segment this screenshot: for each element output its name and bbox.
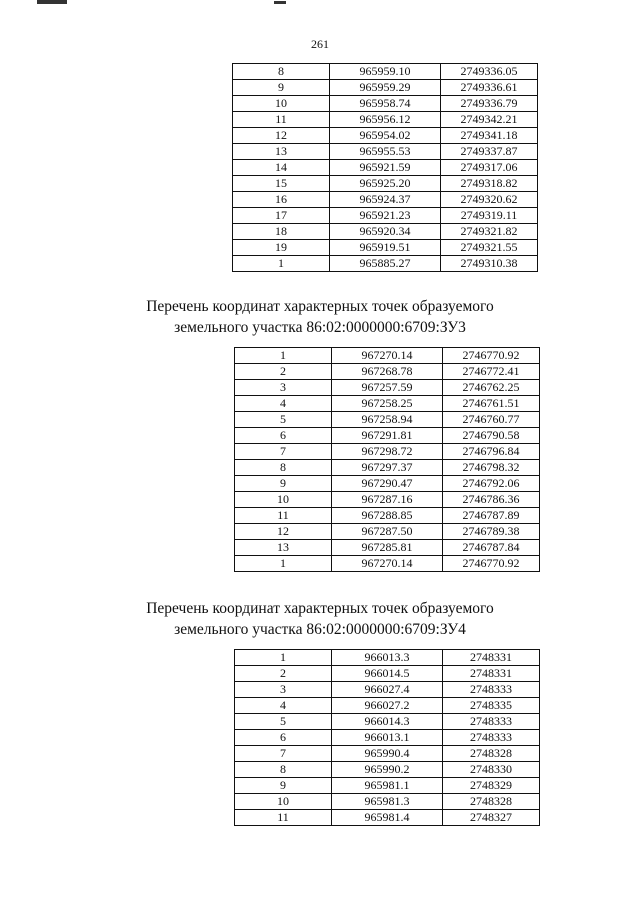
table-row [235,460,540,476]
scan-mark-left [37,0,67,4]
table-row [235,476,540,492]
point-number-cell: 2 [235,666,332,682]
coordinate-x-cell: 967270.14 [332,348,443,364]
table-row [235,682,540,698]
point-number-cell: 10 [235,492,332,508]
coordinate-y-cell: 2748333 [443,682,540,698]
coordinate-x-cell: 967298.72 [332,444,443,460]
coordinate-y-cell: 2749336.79 [441,96,538,112]
table-row [235,396,540,412]
point-number-cell: 13 [233,144,330,160]
coordinates-table-zu3 [234,347,540,572]
point-number-cell: 8 [233,64,330,80]
table-row [235,428,540,444]
coordinate-x-cell: 965990.4 [332,746,443,762]
table-row [233,80,538,96]
coordinate-y-cell: 2748333 [443,714,540,730]
table-row [233,192,538,208]
table-row [235,364,540,380]
coordinate-y-cell: 2748328 [443,794,540,810]
coordinate-y-cell: 2749320.62 [441,192,538,208]
point-number-cell: 9 [235,476,332,492]
table-row [235,412,540,428]
coordinate-y-cell: 2746760.77 [443,412,540,428]
table-row [235,524,540,540]
table-row [235,380,540,396]
coordinate-y-cell: 2749321.82 [441,224,538,240]
coordinate-x-cell: 967270.14 [332,556,443,572]
coordinate-x-cell: 965920.34 [330,224,441,240]
coordinate-y-cell: 2749342.21 [441,112,538,128]
coordinate-y-cell: 2748329 [443,778,540,794]
table-row [233,112,538,128]
coordinate-y-cell: 2749336.05 [441,64,538,80]
table-row [233,144,538,160]
table-row [233,96,538,112]
coordinate-y-cell: 2748331 [443,666,540,682]
point-number-cell: 7 [235,746,332,762]
coordinate-x-cell: 965981.3 [332,794,443,810]
point-number-cell: 9 [235,778,332,794]
coordinate-x-cell: 965924.37 [330,192,441,208]
table-row [235,556,540,572]
table-row [235,794,540,810]
coordinate-x-cell: 967268.78 [332,364,443,380]
coordinate-x-cell: 966014.3 [332,714,443,730]
point-number-cell: 15 [233,176,330,192]
point-number-cell: 13 [235,540,332,556]
coordinate-y-cell: 2749341.18 [441,128,538,144]
coordinate-y-cell: 2748331 [443,650,540,666]
table-row [235,730,540,746]
coordinate-x-cell: 966027.4 [332,682,443,698]
point-number-cell: 12 [233,128,330,144]
table-row [233,160,538,176]
table-row [235,810,540,826]
coordinate-y-cell: 2746761.51 [443,396,540,412]
coordinate-x-cell: 965919.51 [330,240,441,256]
table-row [235,508,540,524]
point-number-cell: 5 [235,412,332,428]
point-number-cell: 2 [235,364,332,380]
point-number-cell: 9 [233,80,330,96]
coordinates-table-zu3-body [235,348,540,572]
point-number-cell: 4 [235,396,332,412]
coordinate-x-cell: 965981.1 [332,778,443,794]
table-row [235,650,540,666]
point-number-cell: 11 [233,112,330,128]
coordinate-x-cell: 965958.74 [330,96,441,112]
table-row [235,762,540,778]
point-number-cell: 10 [233,96,330,112]
coordinate-x-cell: 966014.5 [332,666,443,682]
coordinate-y-cell: 2748327 [443,810,540,826]
coordinates-table-1-body [233,64,538,272]
coordinate-y-cell: 2746772.41 [443,364,540,380]
coordinate-x-cell: 967291.81 [332,428,443,444]
coordinate-y-cell: 2749318.82 [441,176,538,192]
point-number-cell: 1 [235,650,332,666]
table-row [233,224,538,240]
point-number-cell: 18 [233,224,330,240]
coordinate-x-cell: 967288.85 [332,508,443,524]
scan-mark-right [274,1,286,4]
point-number-cell: 8 [235,762,332,778]
coordinate-x-cell: 965954.02 [330,128,441,144]
coordinate-y-cell: 2746792.06 [443,476,540,492]
table-row [233,208,538,224]
point-number-cell: 6 [235,730,332,746]
coordinate-x-cell: 966027.2 [332,698,443,714]
table-row [235,746,540,762]
coordinate-y-cell: 2746789.38 [443,524,540,540]
coordinate-x-cell: 967287.16 [332,492,443,508]
caption-zu4-line1: Перечень координат характерных точек образуемого [146,600,494,617]
coordinate-x-cell: 967258.94 [332,412,443,428]
caption-zu4-line2: земельного участка 86:02:0000000:6709:ЗУ4 [174,621,466,638]
point-number-cell: 5 [235,714,332,730]
table-row [233,128,538,144]
coordinate-x-cell: 967258.25 [332,396,443,412]
coordinate-x-cell: 965959.29 [330,80,441,96]
point-number-cell: 16 [233,192,330,208]
point-number-cell: 1 [233,256,330,272]
caption-zu3 [0,296,640,338]
coordinate-x-cell: 967285.81 [332,540,443,556]
coordinate-x-cell: 966013.3 [332,650,443,666]
coordinate-x-cell: 966013.1 [332,730,443,746]
coordinate-y-cell: 2746787.89 [443,508,540,524]
coordinate-x-cell: 967257.59 [332,380,443,396]
table-row [233,240,538,256]
point-number-cell: 6 [235,428,332,444]
coordinate-y-cell: 2748330 [443,762,540,778]
coordinate-y-cell: 2746770.92 [443,348,540,364]
coordinate-x-cell: 965959.10 [330,64,441,80]
table-row [233,64,538,80]
coordinate-x-cell: 965955.53 [330,144,441,160]
point-number-cell: 14 [233,160,330,176]
point-number-cell: 3 [235,380,332,396]
point-number-cell: 8 [235,460,332,476]
coordinate-y-cell: 2746796.84 [443,444,540,460]
coordinate-x-cell: 965885.27 [330,256,441,272]
page-number: 261 [311,37,329,51]
point-number-cell: 11 [235,810,332,826]
table-row [235,714,540,730]
table-row [235,540,540,556]
coordinate-x-cell: 965921.59 [330,160,441,176]
coordinates-table-zu4-body [235,650,540,826]
caption-zu4 [0,598,640,640]
table-row [233,176,538,192]
coordinate-y-cell: 2746770.92 [443,556,540,572]
coordinate-y-cell: 2749321.55 [441,240,538,256]
point-number-cell: 1 [235,348,332,364]
coordinate-y-cell: 2746790.58 [443,428,540,444]
coordinate-y-cell: 2748328 [443,746,540,762]
coordinates-table-1 [232,63,538,272]
coordinate-y-cell: 2746787.84 [443,540,540,556]
coordinates-table-zu4 [234,649,540,826]
coordinate-y-cell: 2746786.36 [443,492,540,508]
point-number-cell: 1 [235,556,332,572]
table-row [235,348,540,364]
coordinate-x-cell: 965925.20 [330,176,441,192]
table-row [235,778,540,794]
caption-zu3-line2: земельного участка 86:02:0000000:6709:ЗУ3 [174,319,466,336]
coordinate-x-cell: 967287.50 [332,524,443,540]
point-number-cell: 3 [235,682,332,698]
coordinate-y-cell: 2746798.32 [443,460,540,476]
table-row [235,492,540,508]
point-number-cell: 10 [235,794,332,810]
point-number-cell: 19 [233,240,330,256]
coordinate-x-cell: 967297.37 [332,460,443,476]
coordinate-y-cell: 2749310.38 [441,256,538,272]
table-row [235,698,540,714]
point-number-cell: 17 [233,208,330,224]
table-row [235,444,540,460]
coordinate-y-cell: 2749317.06 [441,160,538,176]
coordinate-x-cell: 965981.4 [332,810,443,826]
coordinate-y-cell: 2749319.11 [441,208,538,224]
point-number-cell: 7 [235,444,332,460]
coordinate-y-cell: 2748335 [443,698,540,714]
coordinate-x-cell: 967290.47 [332,476,443,492]
point-number-cell: 11 [235,508,332,524]
point-number-cell: 12 [235,524,332,540]
table-row [235,666,540,682]
coordinate-y-cell: 2748333 [443,730,540,746]
coordinate-x-cell: 965921.23 [330,208,441,224]
caption-zu3-line1: Перечень координат характерных точек образуемого [146,298,494,315]
coordinate-x-cell: 965990.2 [332,762,443,778]
coordinate-y-cell: 2749337.87 [441,144,538,160]
point-number-cell: 4 [235,698,332,714]
table-row [233,256,538,272]
coordinate-y-cell: 2749336.61 [441,80,538,96]
coordinate-x-cell: 965956.12 [330,112,441,128]
coordinate-y-cell: 2746762.25 [443,380,540,396]
